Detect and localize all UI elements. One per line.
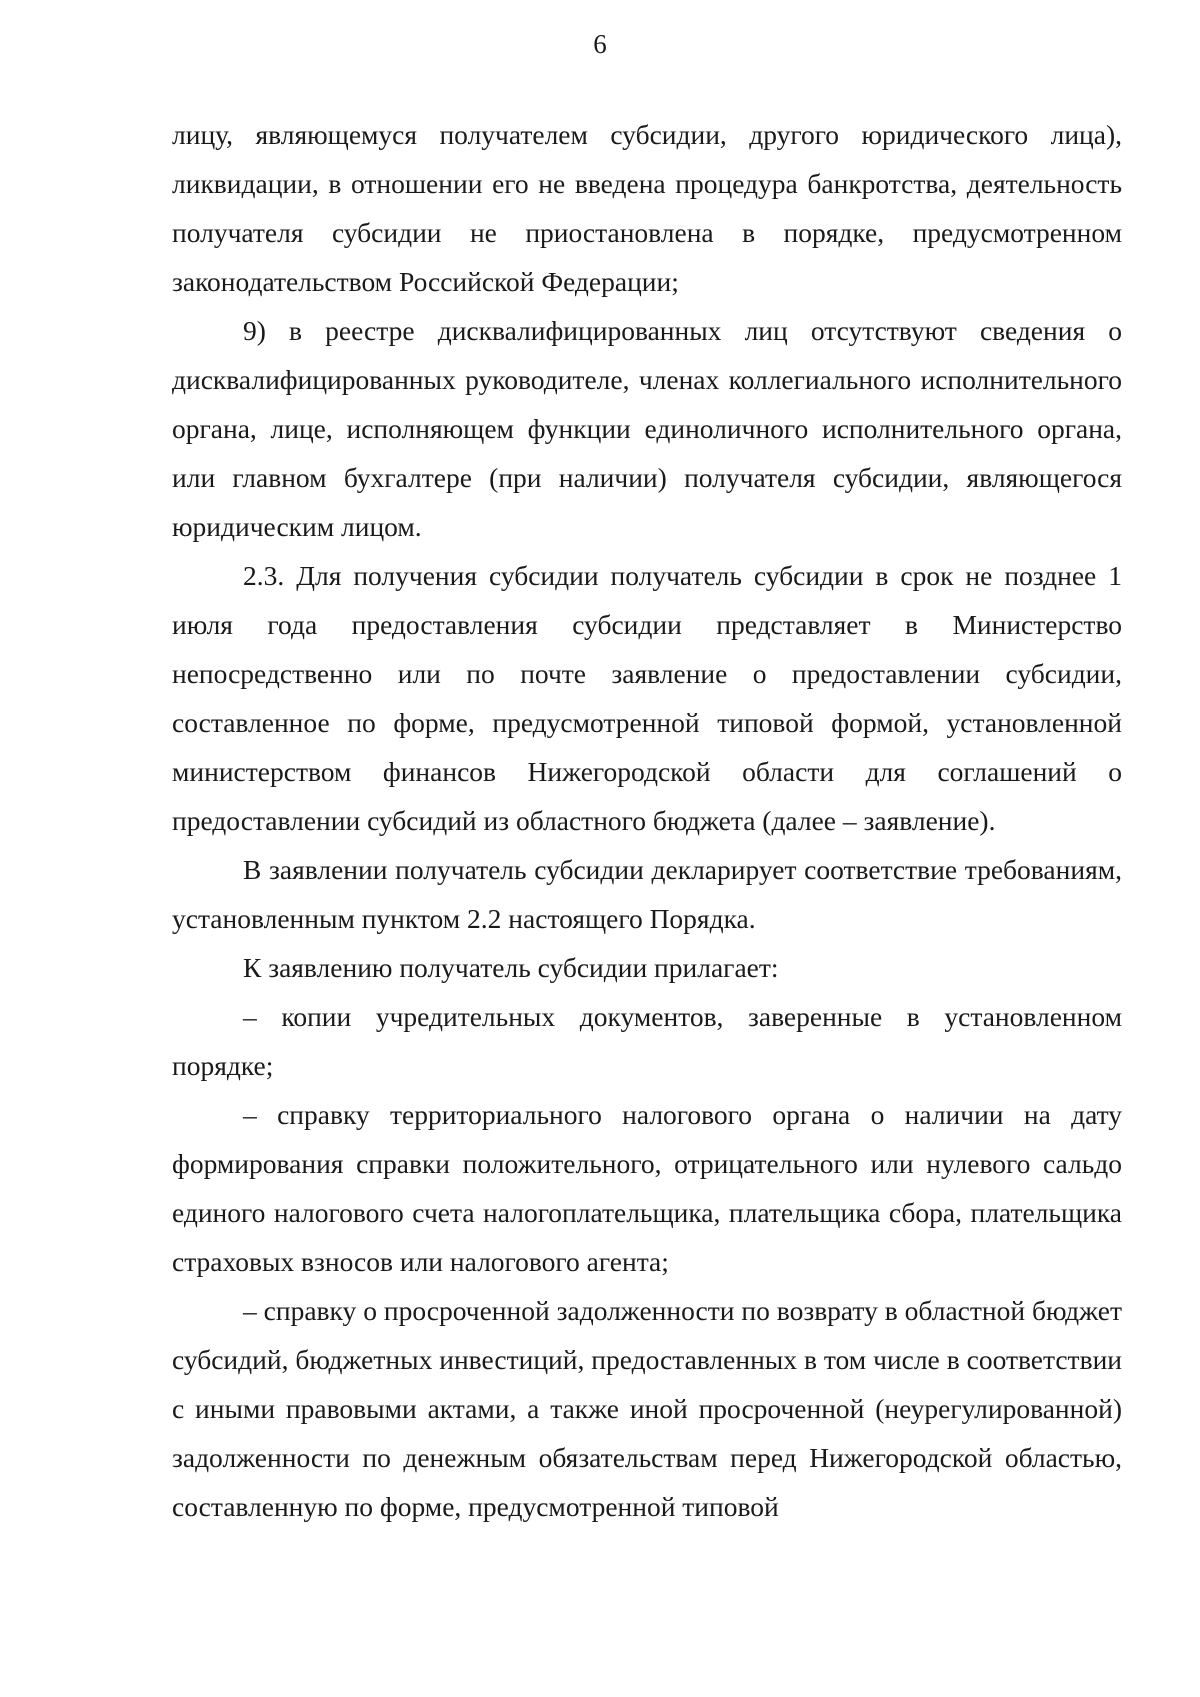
paragraph-continuation: лицу, являющемуся получателем субсидии, другого юридического лица), ликвидации, в отношении его не введена процедура банкротства, деятельность получателя субсидии не приостановлена в порядке, предусмотренном законодательством Российской Федерации; [172, 119, 1122, 297]
paragraph-section-2-3: 2.3. Для получения субсидии получатель субсидии в срок не позднее 1 июля года предоставления субсидии представляет в Министерство непосредственно или по почте заявление о предоставлении субсидии, составленное по форме, предусмотренной типовой формой, установленной министерством финансов Нижегородской области для соглашений о предоставлении субсидий из областного бюджета (далее – заявление). [172, 560, 1122, 836]
list-item-tax-certificate: – справку территориального налогового органа о наличии на дату формирования справки положительного, отрицательного или нулевого сальдо единого налогового счета налогоплательщика, плательщика сбора, плательщика страховых взносов или налогового агента; [172, 1099, 1122, 1277]
page-number: 6 [593, 29, 607, 59]
list-item-charter-copies: – копии учредительных документов, заверенные в установленном порядке; [172, 1001, 1122, 1081]
document-body [172, 110, 1122, 1531]
list-item-debt-certificate: – справку о просроченной задолженности по возврату в областной бюджет субсидий, бюджетных инвестиций, предоставленных в том числе в соответствии с иными правовыми актами, а также иной просроченной (неурегулированной) задолженности по денежным обязательствам перед Нижегородской областью, составленную по форме, предусмотренной типовой [172, 1295, 1122, 1522]
paragraph-declaration: В заявлении получатель субсидии декларирует соответствие требованиям, установленным пунктом 2.2 настоящего Порядка. [172, 854, 1122, 934]
paragraph-attachments-intro: К заявлению получатель субсидии прилагает: [243, 952, 779, 983]
paragraph-item-9: 9) в реестре дисквалифицированных лиц отсутствуют сведения о дисквалифицированных руководителе, членах коллегиального исполнительного органа, лице, исполняющем функции единоличного исполнительного органа, или главном бухгалтере (при наличии) получателя субсидии, являющегося юридическим лицом. [172, 315, 1122, 542]
